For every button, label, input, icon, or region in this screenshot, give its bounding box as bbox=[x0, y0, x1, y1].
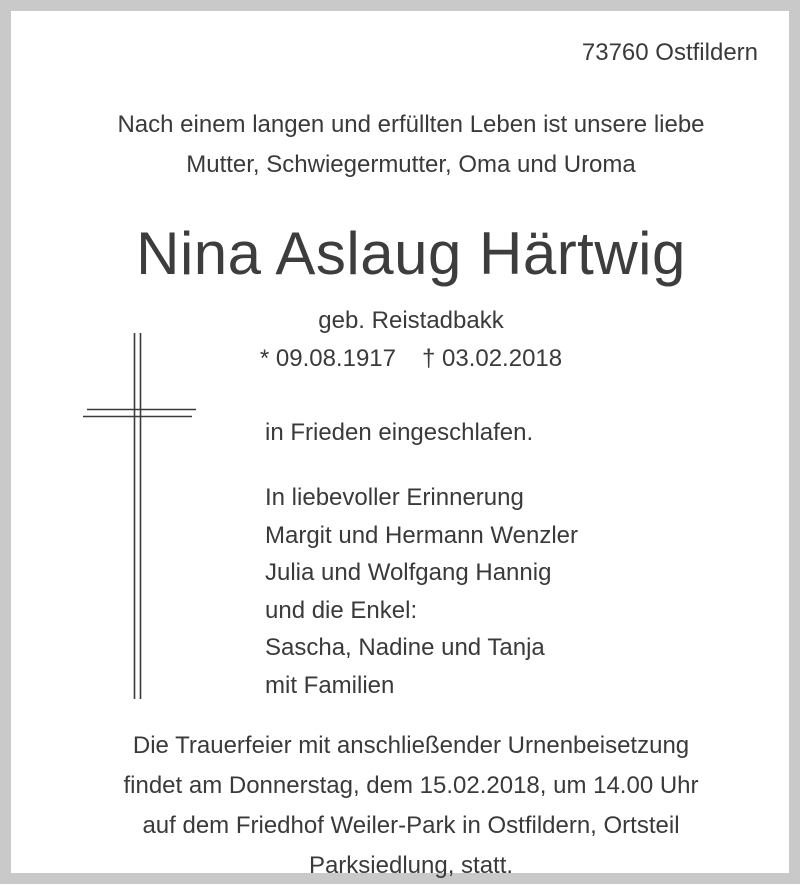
mourner-line: und die Enkel: bbox=[265, 596, 418, 624]
mourner-line: Margit und Hermann Wenzler bbox=[265, 521, 579, 549]
ceremony-line: findet am Donnerstag, dem 15.02.2018, um 14.00 Uhr bbox=[123, 772, 699, 799]
death-date: † 03.02.2018 bbox=[421, 345, 563, 372]
mourners-list bbox=[265, 479, 578, 704]
ceremony-line: Parksiedlung, statt. bbox=[308, 852, 514, 879]
birth-name: geb. Reistadbakk bbox=[318, 307, 504, 334]
mourner-line: Julia und Wolfgang Hannig bbox=[265, 559, 552, 586]
mourner-line: Sascha, Nadine und Tanja bbox=[265, 634, 545, 661]
ceremony-info bbox=[11, 726, 800, 886]
intro-line-2: Mutter, Schwiegermutter, Oma und Uroma bbox=[186, 151, 636, 178]
ceremony-line: auf dem Friedhof Weiler-Park in Ostfildern, Ortsteil bbox=[142, 812, 680, 839]
location-text: 73760 Ostfildern bbox=[581, 39, 758, 66]
mourner-line: mit Familien bbox=[265, 671, 395, 699]
cross-icon bbox=[79, 333, 199, 703]
birth-date: * 09.08.1917 bbox=[259, 345, 396, 372]
deceased-name: Nina Aslaug Härtwig bbox=[136, 220, 686, 287]
remembrance-text: In liebevoller Erinnerung bbox=[265, 484, 524, 511]
intro-line-1: Nach einem langen und erfüllten Leben ist unsere liebe bbox=[117, 111, 705, 138]
peace-text: in Frieden eingeschlafen. bbox=[265, 419, 534, 446]
ceremony-line: Die Trauerfeier mit anschließender Urnenbeisetzung bbox=[132, 732, 690, 759]
intro-text bbox=[11, 105, 800, 185]
